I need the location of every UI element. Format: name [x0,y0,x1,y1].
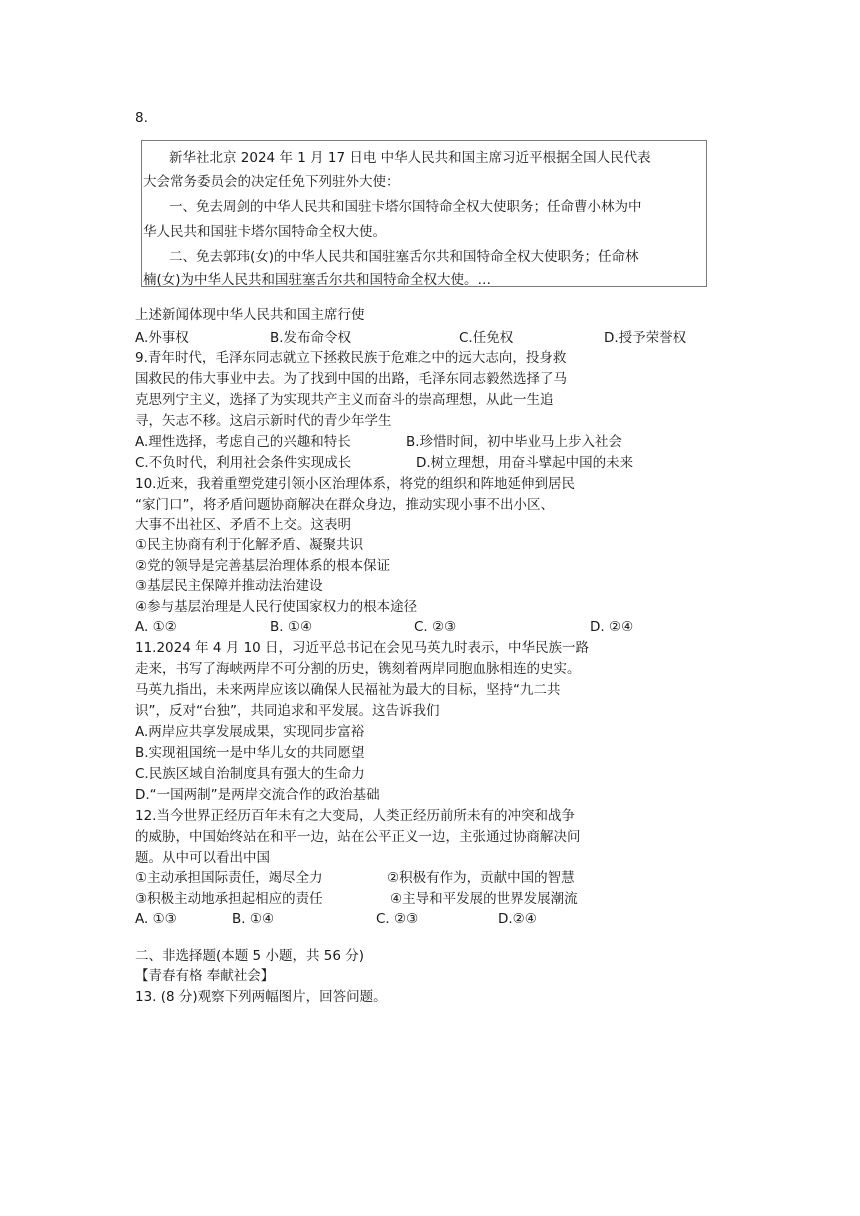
q11-text-line: 11.2024 年 4 月 10 日，习近平总书记在会见马英九时表示，中华民族一路 [135,640,590,656]
q8-option-a[interactable]: A.外事权 [135,330,189,346]
q9-text-line: 9.青年时代，毛泽东同志就立下拯救民族于危难之中的远大志向，投身救 [135,350,567,366]
q9-option-d[interactable]: D.树立理想，用奋斗擘起中国的未来 [416,455,634,471]
question-8-number: 8. [135,110,148,126]
box-line: 二、免去郭玮(女)的中华人民共和国驻塞舌尔共和国特命全权大使职务；任命林 [169,249,639,265]
q10-option-d[interactable]: D. ②④ [590,619,634,635]
q11-option-a[interactable]: A.两岸应共享发展成果，实现同步富裕 [135,724,365,740]
question-8-stem: 上述新闻体现中华人民共和国主席行使 [135,307,365,323]
q10-text-line: “家门口”，将矛盾问题协商解决在群众身边，推动实现小事不出小区、 [135,497,554,513]
q9-text-line: 国救民的伟大事业中去。为了找到中国的出路，毛泽东同志毅然选择了马 [135,371,567,387]
q11-option-c[interactable]: C.民族区域自治制度具有强大的生命力 [135,766,365,782]
q9-text-line: 寻，矢志不移。这启示新时代的青少年学生 [135,413,392,429]
question-13: 13. (8 分)观察下列两幅图片，回答问题。 [135,989,387,1005]
q12-statement: ①主动承担国际责任，竭尽全力 [135,870,323,886]
q11-text-line: 走来，书写了海峡两岸不可分割的历史，镌刻着两岸同胞血脉相连的史实。 [135,661,581,677]
q10-option-c[interactable]: C. ②③ [414,619,457,635]
q11-text-line: 识”，反对“台独”，共同追求和平发展。这告诉我们 [135,703,440,719]
q12-option-a[interactable]: A. ①③ [135,911,177,927]
q12-text-line: 的威胁，中国始终站在和平一边，站在公平正义一边，主张通过协商解决问 [135,829,581,845]
q11-option-b[interactable]: B.实现祖国统一是中华儿女的共同愿望 [135,745,365,761]
q12-statement: ②积极有作为，贡献中国的智慧 [387,870,575,886]
q10-statement: ①民主协商有利于化解矛盾、凝聚共识 [135,537,364,553]
q9-option-c[interactable]: C.不负时代，利用社会条件实现成长 [135,455,352,471]
q8-option-c[interactable]: C.任免权 [459,330,514,346]
q12-text-line: 题。从中可以看出中国 [135,850,270,866]
q10-statement: ④参与基层治理是人民行使国家权力的根本途径 [135,599,418,615]
q12-option-b[interactable]: B. ①④ [232,911,275,927]
q9-text-line: 克思列宁主义，选择了为实现共产主义而奋斗的崇高理想，从此一生追 [135,392,554,408]
q10-statement: ②党的领导是完善基层治理体系的根本保证 [135,558,391,574]
box-line: 大会常务委员会的决定任免下列驻外大使： [143,174,400,190]
box-line: 华人民共和国驻卡塔尔国特命全权大使。 [143,224,386,240]
section-theme: 【青春有格 奉献社会】 [135,968,275,984]
q8-option-d[interactable]: D.授予荣誉权 [604,330,687,346]
section-heading: 二、非选择题(本题 5 小题，共 56 分) [135,948,364,964]
q10-option-b[interactable]: B. ①④ [270,619,313,635]
q9-option-b[interactable]: B.珍惜时间，初中毕业马上步入社会 [406,434,623,450]
q10-option-a[interactable]: A. ①② [135,619,177,635]
q9-option-a[interactable]: A.理性选择，考虑自己的兴趣和特长 [135,434,351,450]
q11-option-d[interactable]: D.“一国两制”是两岸交流合作的政治基础 [135,787,380,803]
q12-option-c[interactable]: C. ②③ [376,911,419,927]
box-line: 新华社北京 2024 年 1 月 17 日电 中华人民共和国主席习近平根据全国人民代表 [169,150,651,166]
q12-option-d[interactable]: D.②④ [498,911,537,927]
news-excerpt-box [141,140,707,287]
q12-statement: ③积极主动地承担起相应的责任 [135,891,323,907]
q12-text-line: 12.当今世界正经历百年未有之大变局，人类正经历前所未有的冲突和战争 [135,808,575,824]
q8-option-b[interactable]: B.发布命令权 [270,330,352,346]
q10-statement: ③基层民主保障并推动法治建设 [135,578,323,594]
q11-text-line: 马英九指出，未来两岸应该以确保人民福祉为最大的目标，坚持“九二共 [135,682,561,698]
q10-text-line: 大事不出社区、矛盾不上交。这表明 [135,517,351,533]
q12-statement: ④主导和平发展的世界发展潮流 [390,891,578,907]
box-line: 楠(女)为中华人民共和国驻塞舌尔共和国特命全权大使。… [143,272,492,288]
q10-text-line: 10.近来，我着重塑党建引领小区治理体系，将党的组织和阵地延伸到居民 [135,476,575,492]
box-line: 一、免去周剑的中华人民共和国驻卡塔尔国特命全权大使职务；任命曹小林为中 [169,199,642,215]
